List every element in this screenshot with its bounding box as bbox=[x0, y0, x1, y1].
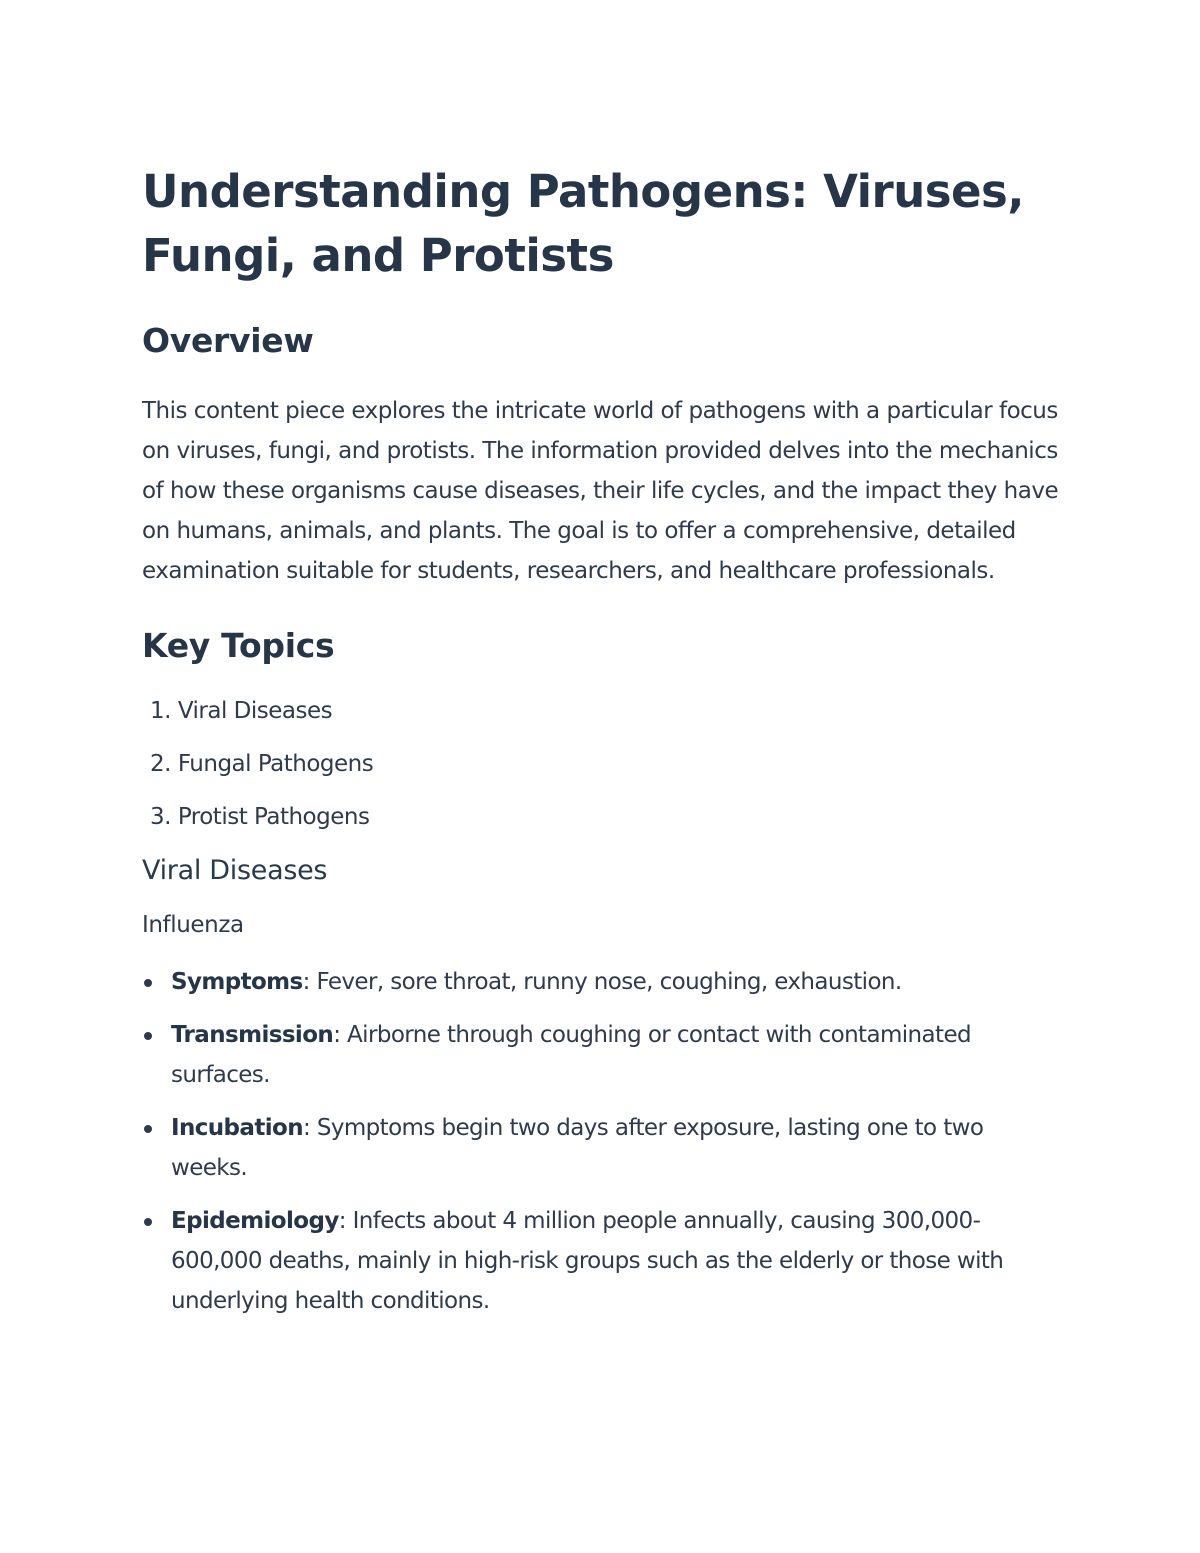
key-topics-heading: Key Topics bbox=[142, 626, 335, 665]
bullet-icon bbox=[144, 979, 152, 987]
fact-term: Symptoms bbox=[171, 969, 303, 995]
list-item bbox=[142, 691, 1062, 731]
fact-text: : Fever, sore throat, runny nose, coughing, exhaustion. bbox=[302, 969, 902, 995]
list-item bbox=[142, 962, 1062, 1002]
list-item bbox=[142, 744, 1062, 784]
fact-text: : Infects about 4 million people annually, causing 300,000-600,000 deaths, mainly in high-risk groups such as the elderly or those with underlying health conditions. bbox=[171, 1208, 1004, 1314]
key-topics-list bbox=[142, 691, 1062, 837]
list-item-number: 2. bbox=[150, 751, 171, 777]
viral-diseases-heading: Viral Diseases bbox=[142, 855, 328, 886]
list-item bbox=[142, 1108, 1062, 1188]
list-item-label: Protist Pathogens bbox=[177, 804, 370, 830]
list-item-label: Viral Diseases bbox=[177, 698, 333, 724]
list-item-label: Fungal Pathogens bbox=[177, 751, 374, 777]
fact-term: Epidemiology bbox=[171, 1208, 339, 1234]
fact-term: Transmission bbox=[171, 1022, 334, 1048]
document-page bbox=[142, 160, 1062, 1334]
list-item-number: 1. bbox=[150, 698, 171, 724]
fact-text: : Airborne through coughing or contact with contaminated surfaces. bbox=[171, 1022, 971, 1088]
list-item bbox=[142, 1201, 1062, 1321]
bullet-icon bbox=[144, 1032, 152, 1040]
influenza-subheading: Influenza bbox=[142, 912, 244, 938]
list-item-number: 3. bbox=[150, 804, 171, 830]
fact-term: Incubation bbox=[171, 1115, 303, 1141]
list-item bbox=[142, 797, 1062, 837]
fact-text: : Symptoms begin two days after exposure, lasting one to two weeks. bbox=[171, 1115, 984, 1181]
document-title: Understanding Pathogens: Viruses, Fungi, and Protists bbox=[142, 165, 1024, 282]
bullet-icon bbox=[144, 1125, 152, 1133]
overview-paragraph: This content piece explores the intricate world of pathogens with a particular focus on viruses, fungi, and protists. The information provided delves into the mechanics of how these organisms cause diseases, their life cycles, and the impact they have on humans, animals, and plants. The goal is to offer a comprehensive, detailed examination suitable for students, researchers, and healthcare professionals. bbox=[142, 398, 1059, 584]
overview-heading: Overview bbox=[142, 321, 314, 360]
influenza-facts-list bbox=[142, 962, 1062, 1321]
bullet-icon bbox=[144, 1218, 152, 1226]
list-item bbox=[142, 1015, 1062, 1095]
